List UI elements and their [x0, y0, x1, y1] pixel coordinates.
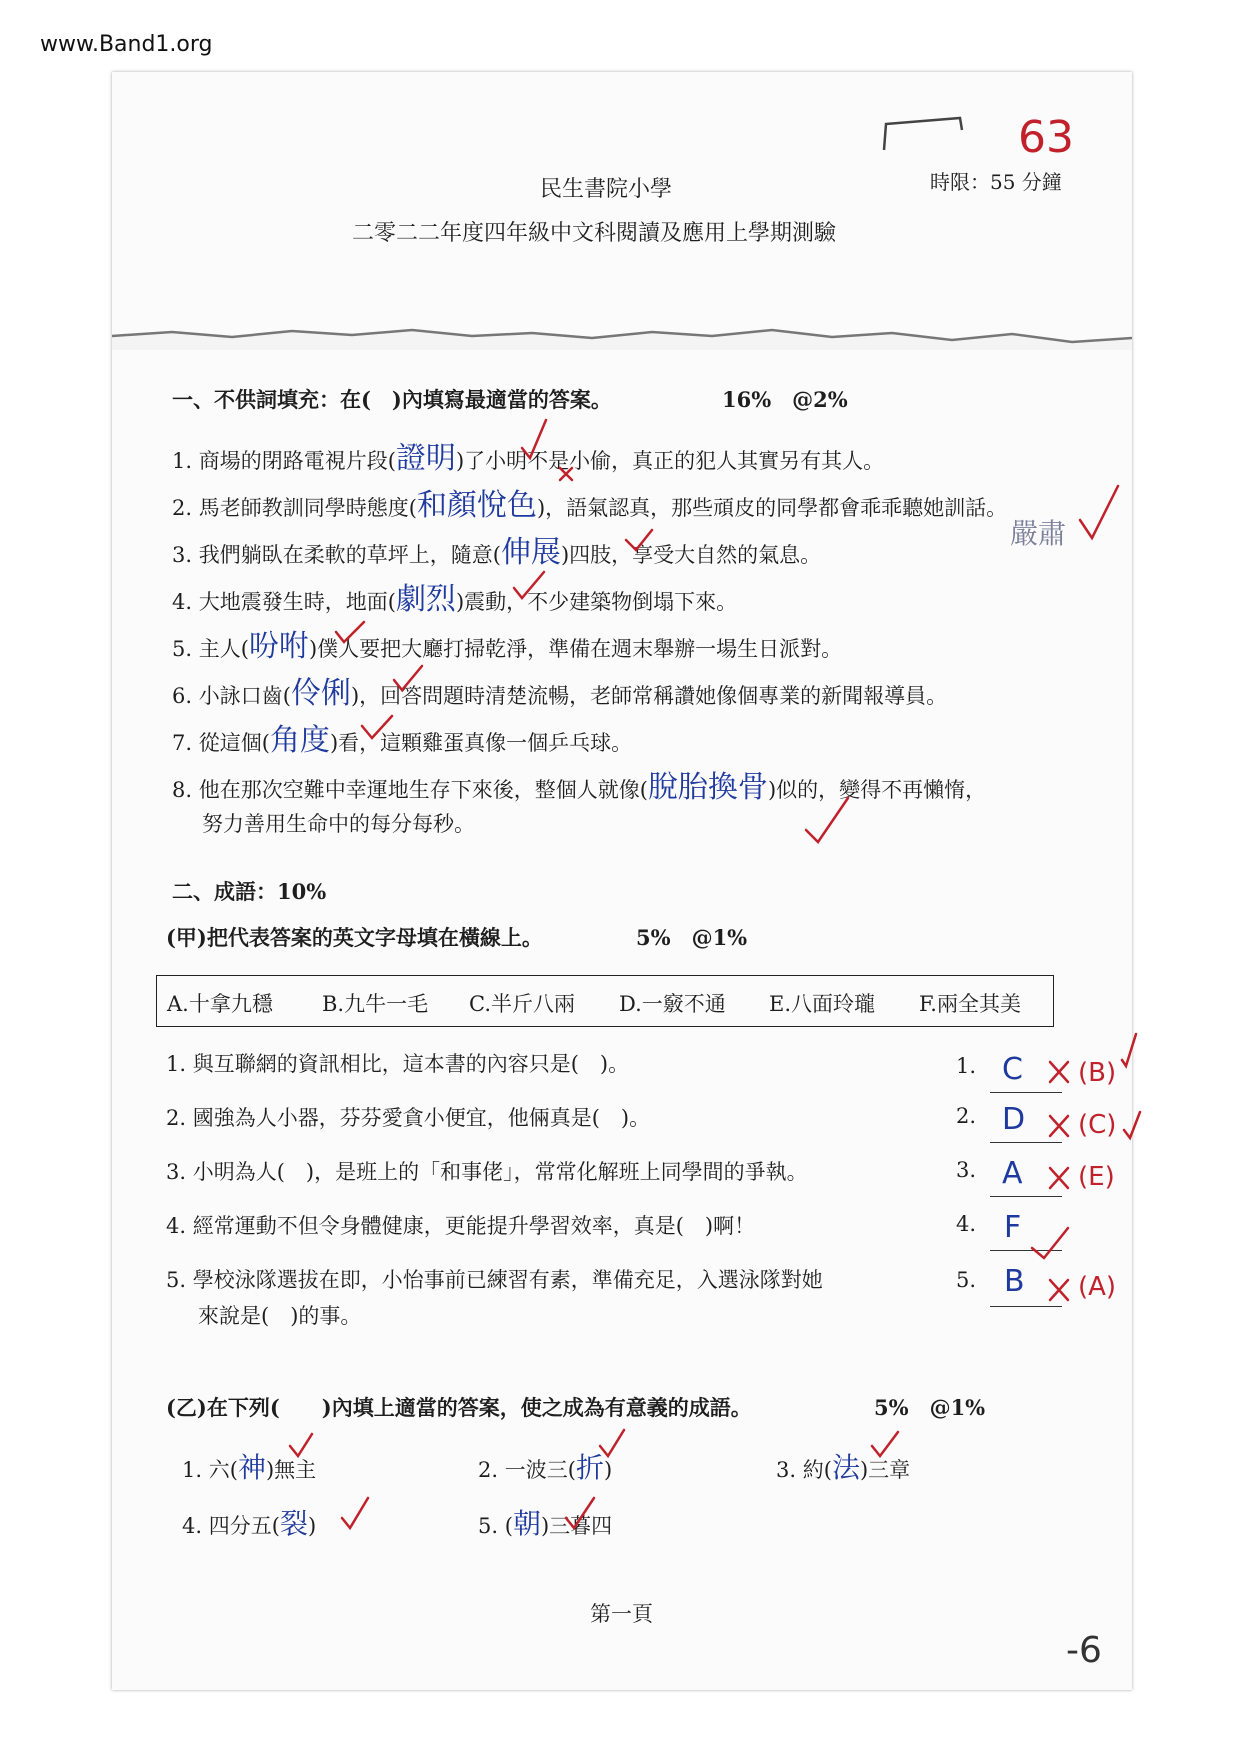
- s1-item-8-continued: 努力善用生命中的每分每秒。: [202, 812, 475, 836]
- correction-5: (A): [1078, 1272, 1117, 1302]
- handwritten-answer: 吩咐: [248, 629, 309, 664]
- answer-letter-5: B: [1004, 1264, 1025, 1299]
- correction-1: (B): [1078, 1058, 1117, 1088]
- correction-2: (C): [1078, 1110, 1117, 1140]
- answer-label-2: 2.: [956, 1104, 977, 1128]
- page-number: 第一頁: [590, 1602, 653, 1626]
- s1-item-2: 2. 馬老師教訓同學時態度(和顏悅色)，語氣認真，那些頑皮的同學都會乖乖聽她訓話。: [172, 488, 1008, 523]
- section1-heading: 一、不供詞填充：在( )內填寫最適當的答案。: [172, 387, 612, 412]
- part-a-marks: 5% @1%: [636, 925, 748, 950]
- option-c: C.半斤八兩: [469, 992, 575, 1016]
- option-a: A.十拿九穩: [167, 992, 273, 1016]
- part-a-heading: (甲)把代表答案的英文字母填在橫線上。: [166, 925, 543, 950]
- deduction-mark: -6: [1066, 1630, 1102, 1671]
- a-item-2: 2. 國強為人小器，芬芬愛貪小便宜，他倆真是( )。: [166, 1106, 651, 1130]
- option-b: B.九牛一毛: [322, 992, 429, 1016]
- b-item-1: 1. 六(神)無主: [182, 1451, 317, 1484]
- answer-label-4: 4.: [956, 1212, 977, 1236]
- a-item-1: 1. 與互聯網的資訊相比，這本書的內容只是( )。: [166, 1052, 630, 1076]
- time-limit: 時限：55 分鐘: [930, 170, 1062, 194]
- answer-line-3: [990, 1196, 1062, 1197]
- s1-item-5: 5. 主人(吩咐)僕人要把大廳打掃乾淨，準備在週末舉辦一場生日派對。: [172, 629, 843, 664]
- website-watermark: www.Band1.org: [40, 32, 213, 57]
- part-b-marks: 5% @1%: [874, 1395, 986, 1420]
- answer-letter-3: A: [1002, 1156, 1023, 1191]
- handwritten-answer: 伸展: [500, 535, 561, 570]
- option-d: D.一竅不通: [619, 992, 726, 1016]
- option-f: F.兩全其美: [919, 992, 1021, 1016]
- answer-letter-1: C: [1002, 1052, 1023, 1087]
- b-item-2: 2. 一波三(折): [478, 1451, 613, 1484]
- total-score: 63: [1018, 112, 1074, 163]
- s1-item-7: 7. 從這個(角度)看，這顆雞蛋真像一個乒乓球。: [172, 723, 633, 758]
- exam-title: 二零二二年度四年級中文科閱讀及應用上學期測驗: [352, 221, 837, 246]
- section2-heading: 二、成語：10%: [172, 879, 327, 904]
- s1-item-3: 3. 我們躺臥在柔軟的草坪上，隨意(伸展)四肢，享受大自然的氣息。: [172, 535, 822, 570]
- handwritten-answer: 和顏悅色: [416, 488, 537, 523]
- s1-item-4: 4. 大地震發生時，地面(劇烈)震動，不少建築物倒塌下來。: [172, 582, 738, 617]
- school-name: 民生書院小學: [540, 177, 673, 202]
- answer-label-1: 1.: [956, 1054, 977, 1078]
- b-item-3: 3. 約(法)三章: [776, 1451, 911, 1484]
- s1-item-1: 1. 商場的閉路電視片段(證明)了小明不是小偷，真正的犯人其實另有其人。: [172, 441, 885, 476]
- s1-item-6: 6. 小詠口齒(伶俐)，回答問題時清楚流暢，老師常稱讚她像個專業的新聞報導員。: [172, 676, 948, 711]
- b-item-5: 5. (朝)三暮四: [478, 1507, 613, 1540]
- answer-letter-4: F: [1004, 1210, 1022, 1245]
- option-e: E.八面玲瓏: [769, 992, 876, 1016]
- section1-marks: 16% @2%: [722, 387, 848, 412]
- answer-line-1: [990, 1092, 1062, 1093]
- a-item-5-continued: 來說是( )的事。: [198, 1304, 362, 1328]
- handwritten-answer: 伶俐: [290, 676, 351, 711]
- b-item-4: 4. 四分五(裂): [182, 1507, 317, 1540]
- handwritten-answer: 劇烈: [395, 582, 456, 617]
- handwritten-answer: 脫胎換骨: [647, 770, 768, 805]
- part-b-heading: (乙)在下列( )內填上適當的答案，使之成為有意義的成語。: [166, 1395, 752, 1420]
- torn-paper-edge: [112, 318, 1132, 350]
- s1-item-8: 8. 他在那次空難中幸運地生存下來後，整個人就像(脫胎換骨)似的，變得不再懶惰，: [172, 770, 987, 805]
- correction-item-2: 嚴肅: [1010, 517, 1067, 550]
- a-item-3: 3. 小明為人( )，是班上的「和事佬」，常常化解班上同學間的爭執。: [166, 1160, 808, 1184]
- correction-3: (E): [1078, 1162, 1115, 1192]
- a-item-5: 5. 學校泳隊選拔在即，小怡事前已練習有素，準備充足，入選泳隊對她: [166, 1268, 823, 1292]
- answer-line-4: [990, 1250, 1062, 1251]
- answer-line-2: [990, 1142, 1062, 1143]
- handwritten-answer: 角度: [269, 723, 330, 758]
- idiom-options-box: [156, 975, 1054, 1027]
- answer-line-5: [990, 1306, 1062, 1307]
- answer-letter-2: D: [1002, 1102, 1026, 1137]
- handwritten-answer: 證明: [395, 441, 456, 476]
- answer-label-5: 5.: [956, 1268, 977, 1292]
- answer-label-3: 3.: [956, 1158, 977, 1182]
- a-item-4: 4. 經常運動不但令身體健康，更能提升學習效率，真是( )啊！: [166, 1214, 756, 1238]
